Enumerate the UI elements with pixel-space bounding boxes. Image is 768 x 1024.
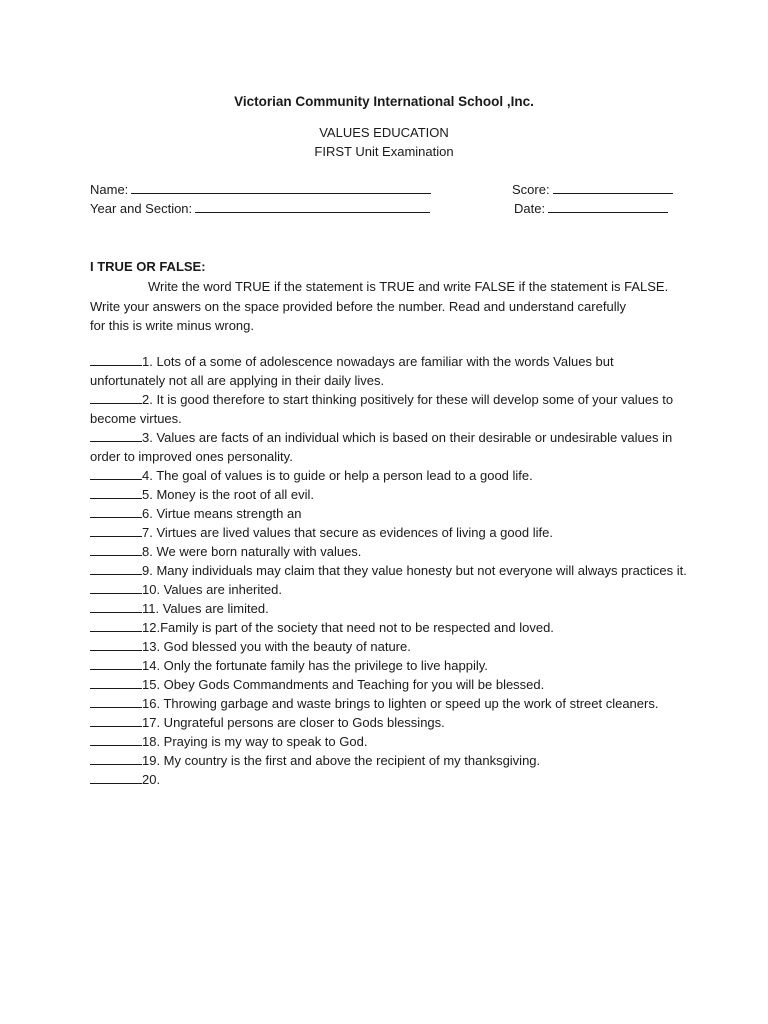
- list-item: [90, 732, 690, 751]
- list-item: [90, 770, 690, 789]
- year-section-line[interactable]: [195, 201, 430, 213]
- item-text: 18. Praying is my way to speak to God.: [142, 734, 368, 749]
- item-text: 1. Lots of a some of adolescence nowadays are familiar with the words Values but unfortunately not all are applying in their daily lives.: [90, 354, 614, 388]
- answer-blank[interactable]: [90, 429, 142, 442]
- list-item: [90, 523, 690, 542]
- answer-blank[interactable]: [90, 505, 142, 518]
- answer-blank[interactable]: [90, 486, 142, 499]
- answer-blank[interactable]: [90, 733, 142, 746]
- item-text: 19. My country is the first and above the recipient of my thanksgiving.: [142, 753, 541, 768]
- exam-title: FIRST Unit Examination: [314, 144, 454, 159]
- list-item: [90, 504, 690, 523]
- item-text: 4. The goal of values is to guide or help a person lead to a good life.: [142, 468, 533, 483]
- answer-blank[interactable]: [90, 600, 142, 613]
- item-text: 14. Only the fortunate family has the privilege to live happily.: [142, 658, 488, 673]
- answer-blank[interactable]: [90, 657, 142, 670]
- answer-blank[interactable]: [90, 562, 142, 575]
- instruction-line: for this is write minus wrong.: [90, 318, 254, 333]
- item-text: 12.Family is part of the society that need not to be respected and loved.: [142, 620, 554, 635]
- item-text: 20.: [142, 772, 161, 787]
- answer-blank[interactable]: [90, 543, 142, 556]
- name-field[interactable]: [90, 182, 431, 197]
- answer-blank[interactable]: [90, 353, 142, 366]
- item-text: 2. It is good therefore to start thinking positively for these will develop some of your values to become virtues.: [90, 392, 674, 426]
- list-item: [90, 352, 690, 390]
- section-title: I TRUE OR FALSE:: [90, 259, 206, 274]
- item-text: 5. Money is the root of all evil.: [142, 487, 314, 502]
- answer-blank[interactable]: [90, 524, 142, 537]
- answer-blank[interactable]: [90, 714, 142, 727]
- answer-blank[interactable]: [90, 638, 142, 651]
- list-item: [90, 675, 690, 694]
- subject-title: VALUES EDUCATION: [319, 125, 449, 140]
- item-text: 17. Ungrateful persons are closer to Gods blessings.: [142, 715, 445, 730]
- list-item: [90, 561, 690, 580]
- score-label: Score:: [512, 182, 550, 197]
- item-text: 3. Values are facts of an individual which is based on their desirable or undesirable values in order to improved ones personality.: [90, 430, 673, 464]
- answer-blank[interactable]: [90, 391, 142, 404]
- list-item: [90, 656, 690, 675]
- list-item: [90, 485, 690, 504]
- answer-blank[interactable]: [90, 676, 142, 689]
- item-text: 7. Virtues are lived values that secure as evidences of living a good life.: [142, 525, 553, 540]
- answer-blank[interactable]: [90, 752, 142, 765]
- name-label: Name:: [90, 182, 129, 197]
- list-item: [90, 599, 690, 618]
- date-field[interactable]: [514, 201, 668, 216]
- school-name: Victorian Community International School ,Inc.: [234, 94, 534, 109]
- name-line[interactable]: [131, 182, 431, 194]
- item-text: 9. Many individuals may claim that they value honesty but not everyone will always practices it.: [142, 563, 687, 578]
- instruction-line: Write the word TRUE if the statement is TRUE and write FALSE if the statement is FALSE.: [148, 279, 669, 294]
- item-list: [90, 352, 690, 789]
- answer-blank[interactable]: [90, 619, 142, 632]
- date-label: Date:: [514, 201, 546, 216]
- item-text: 11. Values are limited.: [142, 601, 269, 616]
- item-text: 15. Obey Gods Commandments and Teaching for you will be blessed.: [142, 677, 545, 692]
- list-item: [90, 637, 690, 656]
- list-item: [90, 390, 690, 428]
- date-line[interactable]: [548, 201, 668, 213]
- list-item: [90, 713, 690, 732]
- list-item: [90, 694, 690, 713]
- list-item: [90, 428, 690, 466]
- answer-blank[interactable]: [90, 695, 142, 708]
- list-item: [90, 618, 690, 637]
- year-section-field[interactable]: [90, 201, 430, 216]
- list-item: [90, 751, 690, 770]
- answer-blank[interactable]: [90, 771, 142, 784]
- item-text: 13. God blessed you with the beauty of nature.: [142, 639, 411, 654]
- score-line[interactable]: [553, 182, 673, 194]
- answer-blank[interactable]: [90, 581, 142, 594]
- list-item: [90, 580, 690, 599]
- year-section-label: Year and Section:: [90, 201, 193, 216]
- item-text: 8. We were born naturally with values.: [142, 544, 362, 559]
- list-item: [90, 466, 690, 485]
- list-item: [90, 542, 690, 561]
- answer-blank[interactable]: [90, 467, 142, 480]
- instructions: [90, 277, 680, 336]
- score-field[interactable]: [512, 182, 673, 197]
- item-text: 6. Virtue means strength an: [142, 506, 302, 521]
- item-text: 16. Throwing garbage and waste brings to lighten or speed up the work of street cleaners.: [142, 696, 659, 711]
- instruction-line: Write your answers on the space provided before the number. Read and understand carefully: [90, 298, 626, 314]
- item-text: 10. Values are inherited.: [142, 582, 282, 597]
